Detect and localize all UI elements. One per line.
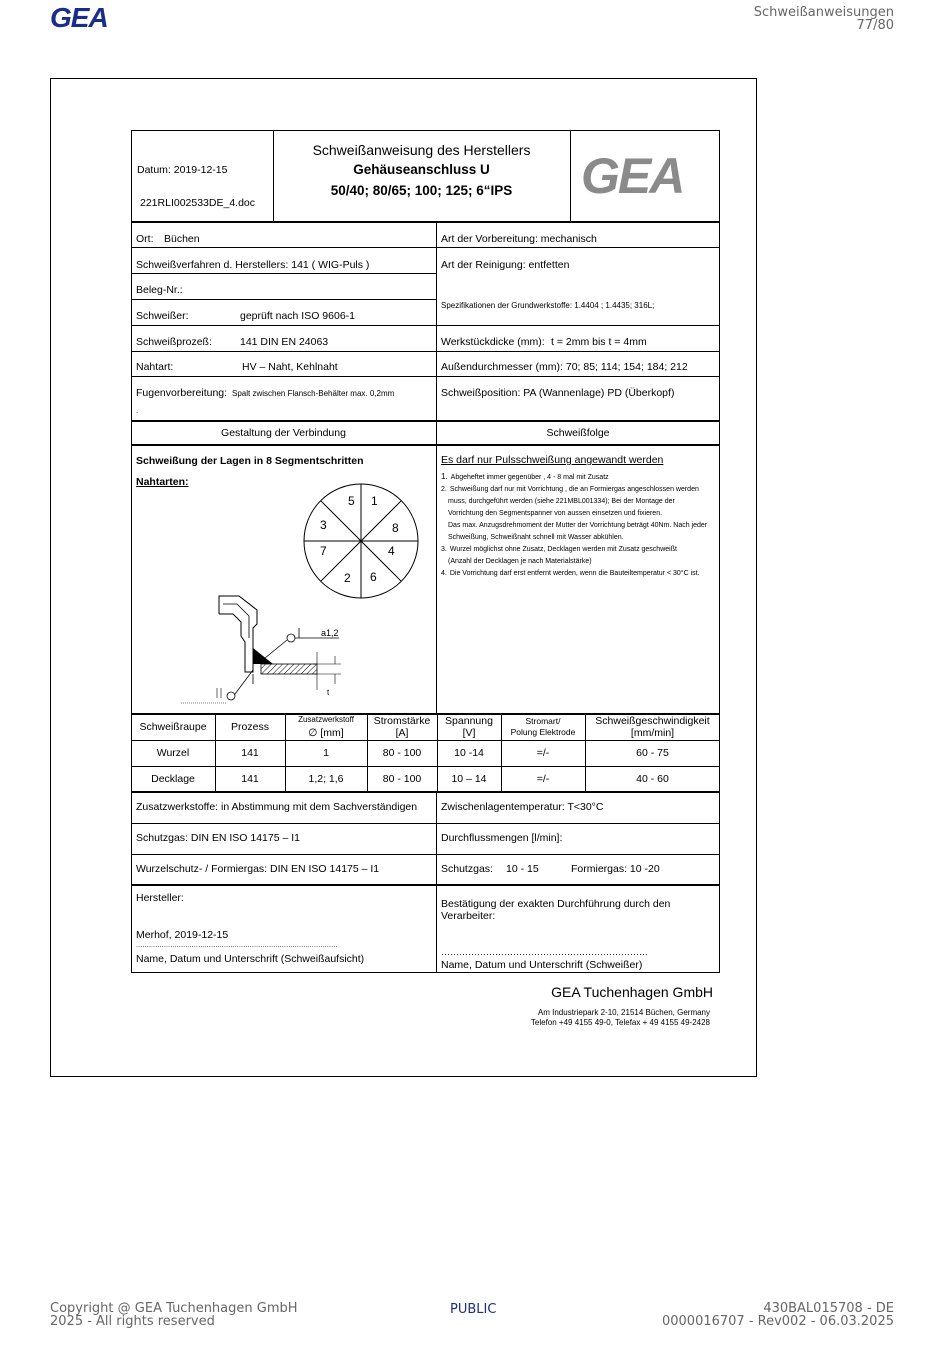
company-name: GEA Tuchenhagen GmbH xyxy=(551,984,713,1000)
beleg-nr: Beleg-Nr.: xyxy=(136,284,183,296)
th-spannung-unit: [V] xyxy=(462,727,476,739)
table-cell: 1,2; 1,6 xyxy=(308,773,344,785)
ort-label: Ort: xyxy=(136,233,154,245)
step-number: 3. xyxy=(441,546,447,553)
aussendurchmesser: Außendurchmesser (mm): 70; 85; 114; 154; 184; 212 xyxy=(441,361,688,373)
lagen-text: Schweißung der Lagen in 8 Segmentschritten xyxy=(136,455,364,467)
segment-7: 7 xyxy=(320,544,327,558)
gea-logo-grey xyxy=(581,154,709,198)
step-text: (Anzahl der Decklagen je nach Materialstärke) xyxy=(448,558,592,565)
doc-number: 430BAL015708 - DE xyxy=(763,1301,894,1316)
step-number: 1. xyxy=(441,472,448,481)
spezifikation: Spezifikationen der Grundwerkstoffe: 1.4404 ; 1.4435; 316L; xyxy=(441,301,655,310)
schweisser-value: geprüft nach ISO 9606-1 xyxy=(240,310,355,322)
copyright-line-1: Copyright @ GEA Tuchenhagen GmbH xyxy=(50,1301,298,1316)
formiergas-flow: Formiergas: 10 -20 xyxy=(571,863,660,875)
schweissposition: Schweißposition: PA (Wannenlage) PD (Überkopf) xyxy=(441,387,675,399)
weld-step xyxy=(441,496,719,508)
fugen-value: Spalt zwischen Flansch-Behälter max. 0,2mm xyxy=(232,389,395,398)
puls-note: Es darf nur Pulsschweißung angewandt werden xyxy=(441,454,664,466)
gea-logo xyxy=(50,4,128,30)
werkstueckdicke-value: t = 2mm bis t = 4mm xyxy=(551,336,647,348)
th-schweissraupe: Schweißraupe xyxy=(139,721,207,733)
page-number: 77/80 xyxy=(856,18,894,33)
weld-step xyxy=(441,520,719,532)
table-cell: Decklage xyxy=(151,773,195,785)
svg-text:GEA: GEA xyxy=(581,154,684,198)
art-vorbereitung: Art der Vorbereitung: mechanisch xyxy=(441,233,597,245)
page-header xyxy=(754,6,894,32)
table-cell: =/- xyxy=(536,773,550,785)
table-cell: 141 xyxy=(241,747,259,759)
signature-line-left: .............................................................................................. xyxy=(136,942,338,949)
weld-step xyxy=(441,484,719,496)
signature-caption-right: Name, Datum und Unterschrift (Schweißer) xyxy=(441,959,643,971)
confirm-text: Bestätigung der exakten Durchführung durch den xyxy=(441,898,671,910)
doc-filename: 221RLI002533DE_4.doc xyxy=(140,197,256,209)
weld-step xyxy=(441,471,719,484)
weld-step xyxy=(441,568,719,580)
table-cell: 80 - 100 xyxy=(382,773,422,785)
table-cell: 141 xyxy=(241,773,259,785)
weld-step xyxy=(441,544,719,556)
ort-value: Büchen xyxy=(164,233,200,245)
signature-line-right: …………………………………………………………… xyxy=(441,947,648,957)
hersteller-label: Hersteller: xyxy=(136,892,184,904)
formiergas-norm: Wurzelschutz- / Formiergas: DIN EN ISO 14175 – I1 xyxy=(136,863,380,875)
nahtart-label: Nahtart: xyxy=(136,361,174,373)
weld-step xyxy=(441,508,719,520)
copyright-line-2: 2025 - All rights reserved xyxy=(50,1314,215,1329)
durchflussmengen: Durchflussmengen [l/min]: xyxy=(441,832,563,844)
table-cell: 40 - 60 xyxy=(636,773,669,785)
table-cell: =/- xyxy=(536,747,550,759)
svg-text:GEA: GEA xyxy=(50,4,108,30)
footer-docref xyxy=(662,1302,894,1328)
table-cell: Wurzel xyxy=(156,747,190,759)
segment-5: 5 xyxy=(348,494,355,508)
section-title: Schweißanweisungen xyxy=(753,5,894,20)
company-phone: Telefon +49 4155 49-0, Telefax + 49 4155 49-2428 xyxy=(530,1018,710,1027)
table-cell: 1 xyxy=(323,747,329,759)
doc-subtitle: Gehäuseanschluss U xyxy=(353,162,490,177)
step-text: Schweißung, Schweißnaht schnell mit Wasser abkühlen. xyxy=(448,534,624,541)
schweissprozess-value: 141 DIN EN 24063 xyxy=(240,336,329,348)
weld-step xyxy=(441,532,719,544)
schweissfolge-heading: Schweißfolge xyxy=(546,427,610,439)
th-zusatz-unit: ∅ [mm] xyxy=(308,727,344,739)
weld-steps xyxy=(441,471,719,580)
table-cell: 80 - 100 xyxy=(382,747,422,759)
nahtart-value: HV – Naht, Kehlnaht xyxy=(242,361,338,373)
zusatzwerkstoffe: Zusatzwerkstoffe: in Abstimmung mit dem Sachverständigen xyxy=(136,801,418,813)
weld-size-label: a1,2 xyxy=(321,628,339,638)
schweisser-label: Schweißer: xyxy=(136,310,189,322)
doc-date: Datum: 2019-12-15 xyxy=(137,164,228,176)
th-spannung: Spannung xyxy=(445,715,493,727)
segment-6: 6 xyxy=(370,570,377,584)
company-address: Am Industriepark 2-10, 21514 Büchen, Germany xyxy=(537,1008,710,1017)
werkstueckdicke-label: Werkstückdicke (mm): xyxy=(441,336,545,348)
doc-sizes: 50/40; 80/65; 100; 125; 6“IPS xyxy=(330,183,513,198)
weld-joint-drawing xyxy=(179,592,359,712)
weld-step xyxy=(441,556,719,568)
step-text: Das max. Anzugsdrehmoment der Mutter der Vorrichtung beträgt 40Nm. Nach jeder xyxy=(448,522,708,529)
schweissverfahren: Schweißverfahren d. Herstellers: 141 ( WIG-Puls ) xyxy=(136,259,370,271)
schutzgas-flow-value: 10 - 15 xyxy=(506,863,539,875)
table-cell: 60 - 75 xyxy=(636,747,669,759)
fugen-label: Fugenvorbereitung: xyxy=(136,387,228,399)
th-stromart: Stromart/ xyxy=(525,716,561,726)
gestaltung-heading: Gestaltung der Verbindung xyxy=(221,427,346,439)
segment-4: 4 xyxy=(388,544,395,558)
doc-title: Schweißanweisung des Herstellers xyxy=(312,142,531,158)
th-polung: Polung Elektrode xyxy=(510,727,576,737)
schweissprozess-label: Schweißprozeß: xyxy=(136,336,212,348)
step-text: Abgeheftet immer gegenüber , 4 - 8 mal mit Zusatz xyxy=(450,474,609,481)
th-prozess: Prozess xyxy=(231,721,269,733)
step-text: muss, durchgeführt werden (siehe 221MBL001334); Bei der Montage der xyxy=(448,498,675,505)
doc-revision: 0000016707 - Rev002 - 06.03.2025 xyxy=(661,1314,894,1329)
schutzgas-flow-label: Schutzgas: xyxy=(441,863,493,875)
segment-2: 2 xyxy=(344,571,351,585)
thickness-label: t xyxy=(327,688,330,697)
step-number: 2. xyxy=(441,486,447,493)
schutzgas-norm: Schutzgas: DIN EN ISO 14175 – I1 xyxy=(136,832,301,844)
footer-copyright xyxy=(50,1302,298,1328)
signature-caption-left: Name, Datum und Unterschrift (Schweißaufsicht) xyxy=(136,953,365,965)
table-cell: 10 – 14 xyxy=(451,773,487,785)
classification-label: PUBLIC xyxy=(450,1302,497,1317)
segment-diagram xyxy=(301,481,421,601)
table-cell: 10 -14 xyxy=(454,747,484,759)
step-text: Schweißung darf nur mit Vorrichtung , die an Formiergas angeschlossen werden xyxy=(449,486,699,493)
step-text: Wurzel möglichst ohne Zusatz, Decklagen werden mit Zusatz geschweißt xyxy=(449,546,677,553)
segment-3: 3 xyxy=(320,518,327,532)
th-strom-unit: [A] xyxy=(395,727,409,739)
th-geschw-unit: [mm/min] xyxy=(630,727,675,739)
step-text: Vorrichtung den Segmentspanner von aussen einsetzen und fixieren. xyxy=(448,510,663,517)
confirm-text-2: Verarbeiter: xyxy=(441,910,496,922)
segment-1: 1 xyxy=(371,494,378,508)
place-date: Merhof, 2019-12-15 xyxy=(136,929,229,941)
step-text: Die Vorrichtung darf erst entfernt werden, wenn die Bauteiltemperatur < 30°C ist. xyxy=(449,570,700,577)
th-zusatzwerkstoff: Zusatzwerkstoff xyxy=(298,715,354,724)
step-number: 4. xyxy=(441,570,447,577)
nahtarten-label: Nahtarten: xyxy=(136,476,189,488)
th-stromstaerke: Stromstärke xyxy=(373,715,431,727)
zwischenlagentemperatur: Zwischenlagentemperatur: T<30°C xyxy=(441,801,604,813)
segment-8: 8 xyxy=(392,521,399,535)
th-geschwindigkeit: Schweißgeschwindigkeit xyxy=(595,715,710,727)
art-reinigung: Art der Reinigung: entfetten xyxy=(441,259,570,271)
fugen-dot: . xyxy=(136,406,139,415)
